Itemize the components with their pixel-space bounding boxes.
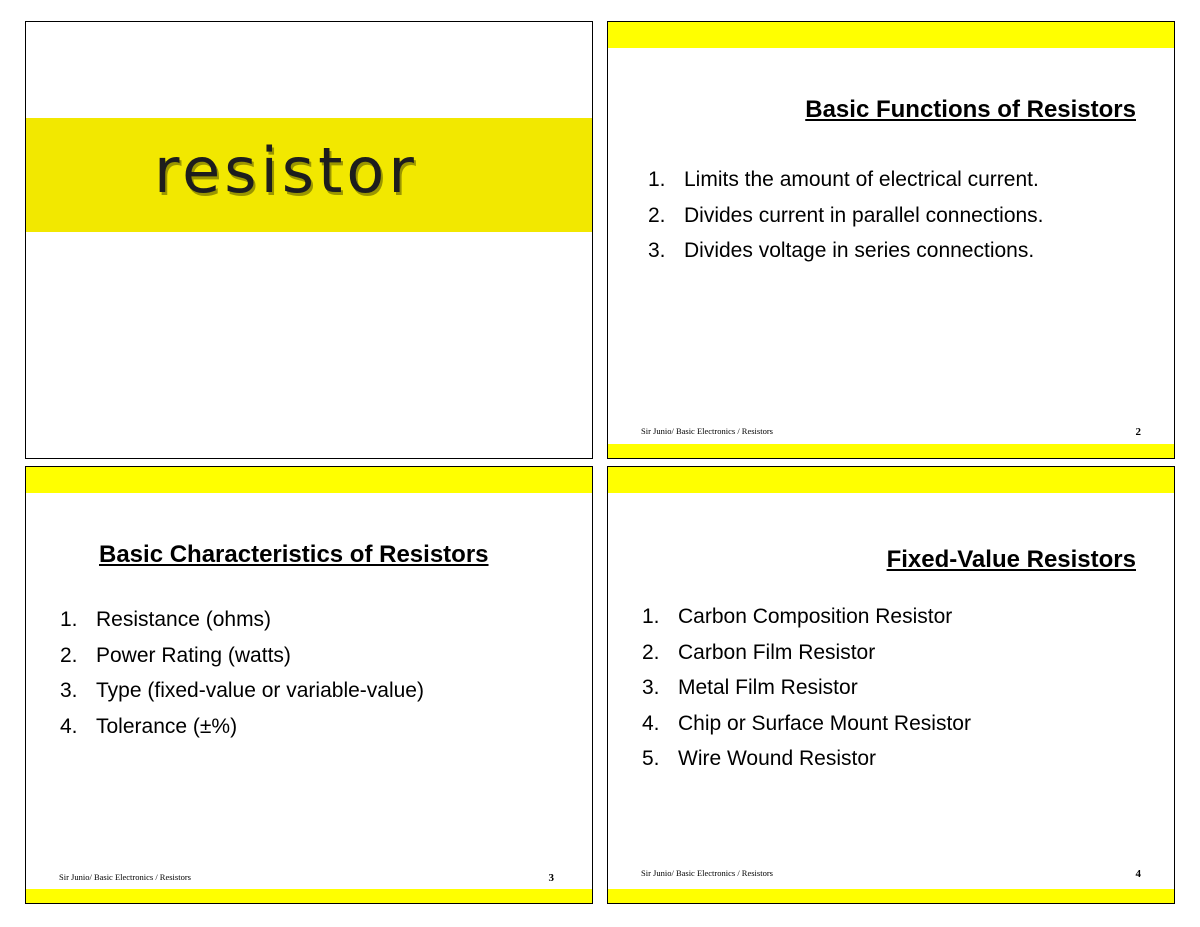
list-item: 2. Power Rating (watts) [60,643,291,667]
page-number: 2 [1135,426,1141,438]
list-item: 4. Tolerance (±%) [60,714,238,738]
list-item: 3. Metal Film Resistor [642,676,858,699]
slide-footer: Sir Junio/ Basic Electronics / Resistors [641,868,773,878]
slide-2 [607,21,1175,459]
slide-heading: Basic Functions of Resistors [805,96,1136,123]
list-item: 1. Resistance (ohms) [60,608,272,631]
top-accent-bar [608,467,1174,493]
slide-title: resistor [154,134,418,207]
slide-footer: Sir Junio/ Basic Electronics / Resistors [641,426,773,436]
bottom-accent-bar [26,889,592,903]
slide-1-title [25,21,593,459]
page-number: 4 [1135,868,1141,880]
slide-footer: Sir Junio/ Basic Electronics / Resistors [59,872,191,882]
numbered-list [60,602,424,744]
numbered-list [642,599,971,777]
list-item: 3. Type (fixed-value or variable-value) [60,679,424,702]
list-item: 4. Chip or Surface Mount Resistor [642,711,971,735]
slide-3 [25,466,593,904]
list-item: 1. Carbon Composition Resistor [642,605,953,628]
slide-heading: Fixed-Value Resistors [886,546,1136,573]
list-item: 1. Limits the amount of electrical current. [648,168,1039,191]
slide-4 [607,466,1175,904]
numbered-list [648,162,1044,269]
list-item: 2. Divides current in parallel connections. [648,203,1044,227]
top-accent-bar [26,467,592,493]
bottom-accent-bar [608,889,1174,903]
top-accent-bar [608,22,1174,48]
bottom-accent-bar [608,444,1174,458]
list-item: 3. Divides voltage in series connections. [648,239,1035,262]
list-item: 2. Carbon Film Resistor [642,640,876,664]
page-number: 3 [548,872,554,884]
slide-heading: Basic Characteristics of Resistors [99,541,489,568]
list-item: 5. Wire Wound Resistor [642,747,877,770]
